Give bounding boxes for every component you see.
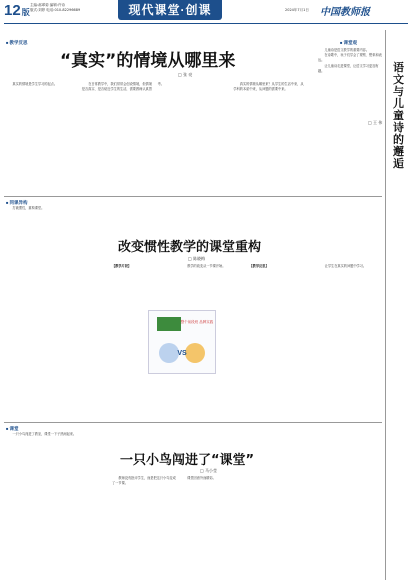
sidebar-tag: ■ 课堂观 — [340, 40, 357, 46]
newspaper-name: 中国教师报 — [320, 7, 370, 18]
illustration-label: 整个前段班 品牌实践 — [180, 320, 214, 324]
blackboard-icon — [157, 317, 181, 331]
paragraph: 课堂因意外而精彩。 — [187, 476, 216, 480]
paragraph: 让儿童诗走进课堂，让语文学习更加有趣。 — [318, 63, 379, 73]
issue-date: 2024年7月1日 — [285, 8, 309, 12]
sidebar-title: 语文与儿童诗的邂逅 — [393, 61, 404, 170]
sidebar-body — [318, 48, 384, 580]
column-divider — [385, 30, 386, 580]
sidebar-author: □ 王 伟 — [368, 120, 383, 125]
section-banner: 现代课堂·创课 — [118, 0, 222, 20]
paragraph: 教师没有批评学生，而是把这只小鸟变成了一节课。 — [112, 476, 176, 486]
paragraph: 真实的情境从哪里来？从学生的生活中来，从学科的本质中来，从问题的需要中来。 — [233, 82, 304, 92]
article2-intro — [6, 206, 106, 418]
paragraph: 真实的情境是学生学习的起点。 — [12, 82, 58, 86]
page-header — [0, 0, 412, 24]
article3-title: 一只小鸟闯进了“课堂” — [120, 453, 255, 468]
article3-tag: ■ 课堂 — [6, 426, 19, 432]
editor-info: 主编:郝翠菊 编辑:许诗 版式:刘婷 电话:010-82296689 — [30, 3, 81, 12]
subhead: 【教学反思】 — [249, 264, 269, 268]
article2-title: 改变惯性教学的课堂重构 — [118, 240, 262, 255]
illustration-graphic — [149, 311, 215, 373]
article1-author: □ 张 亮 — [178, 72, 193, 77]
illustration — [148, 310, 216, 374]
paragraph: 一只小鸟闯进了教室，课堂一下子热闹起来。 — [12, 432, 77, 436]
article1-title: “真实”的情境从哪里来 — [60, 51, 236, 71]
circle-shape — [159, 343, 179, 363]
article3-intro — [6, 432, 106, 580]
circle-shape — [185, 343, 205, 363]
paragraph: 儿童诗是语文教学的重要内容。 — [324, 48, 370, 52]
paragraph: 教学的改变从一节课开始。 — [187, 264, 226, 268]
article1-tag: ■ 教学反思 — [6, 40, 28, 46]
paragraph: 在日常教学中，我们常常会创设情境，但情境是否真实、是否贴近学生的生活，需要教师认真思考。 — [81, 82, 164, 92]
article2-tag: ■ 同课异构 — [6, 200, 28, 206]
vs-label: VS — [177, 350, 187, 357]
paragraph: 打破惯性，重构课堂。 — [12, 206, 45, 210]
paragraph: 在诗歌中，孩子们学会了观察、想象和表达。 — [318, 53, 382, 63]
header-rule — [4, 23, 408, 24]
paragraph: 让学生在真实的问题中学习。 — [324, 264, 367, 268]
article2-author: □ 陈晓梅 — [188, 256, 206, 261]
article3-author: □ 马小莹 — [200, 468, 218, 473]
subhead: 【教学片段】 — [112, 264, 132, 268]
page-number: 12版 — [4, 2, 30, 19]
